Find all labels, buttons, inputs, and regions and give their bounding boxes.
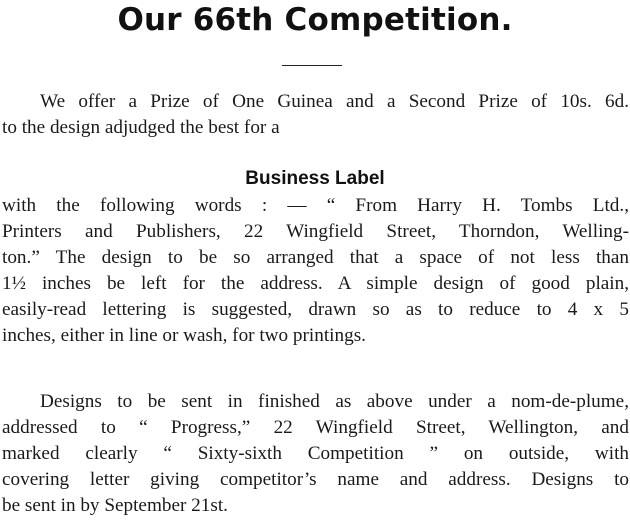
body-line-3: ton.” The design to be so arranged that a space of not less than: [2, 247, 629, 268]
body-line-1: with the following words : — “ From Harry H. Tombs Ltd.,: [2, 195, 629, 216]
closing-line-3: marked clearly “ Sixty-sixth Competition ” on outside, with: [2, 443, 629, 464]
body-paragraph: [2, 193, 629, 349]
body-line-6: inches, either in line or wash, for two printings.: [2, 325, 366, 346]
body-line-4: [2, 271, 629, 297]
closing-paragraph: [2, 389, 629, 519]
one-and-half-fraction: 1½: [2, 273, 26, 294]
title-divider: [282, 65, 342, 66]
body-line-2: Printers and Publishers, 22 Wingfield Street, Thorndon, Welling-: [2, 221, 629, 242]
page-title: Our 66th Competition.: [117, 2, 513, 38]
closing-line-4: covering letter giving competitor’s name and address. Designs to: [2, 469, 629, 490]
intro-line-2: to the design adjudged the best for a: [2, 117, 280, 138]
intro-paragraph: [2, 89, 629, 141]
closing-line-2: addressed to “ Progress,” 22 Wingfield Street, Wellington, and: [2, 417, 629, 438]
body-line-4-text: inches be left for the address. A simple design of good plain,: [41, 273, 630, 294]
closing-line-5: be sent in by September 21st.: [2, 495, 228, 516]
closing-line-1: Designs to be sent in finished as above under a nom-de-plume,: [40, 391, 629, 412]
intro-line-1: We offer a Prize of One Guinea and a Second Prize of 10s. 6d.: [40, 91, 629, 112]
body-line-5: easily-read lettering is suggested, drawn so as to reduce to 4 x 5: [2, 299, 629, 320]
section-heading: Business Label: [245, 168, 385, 189]
